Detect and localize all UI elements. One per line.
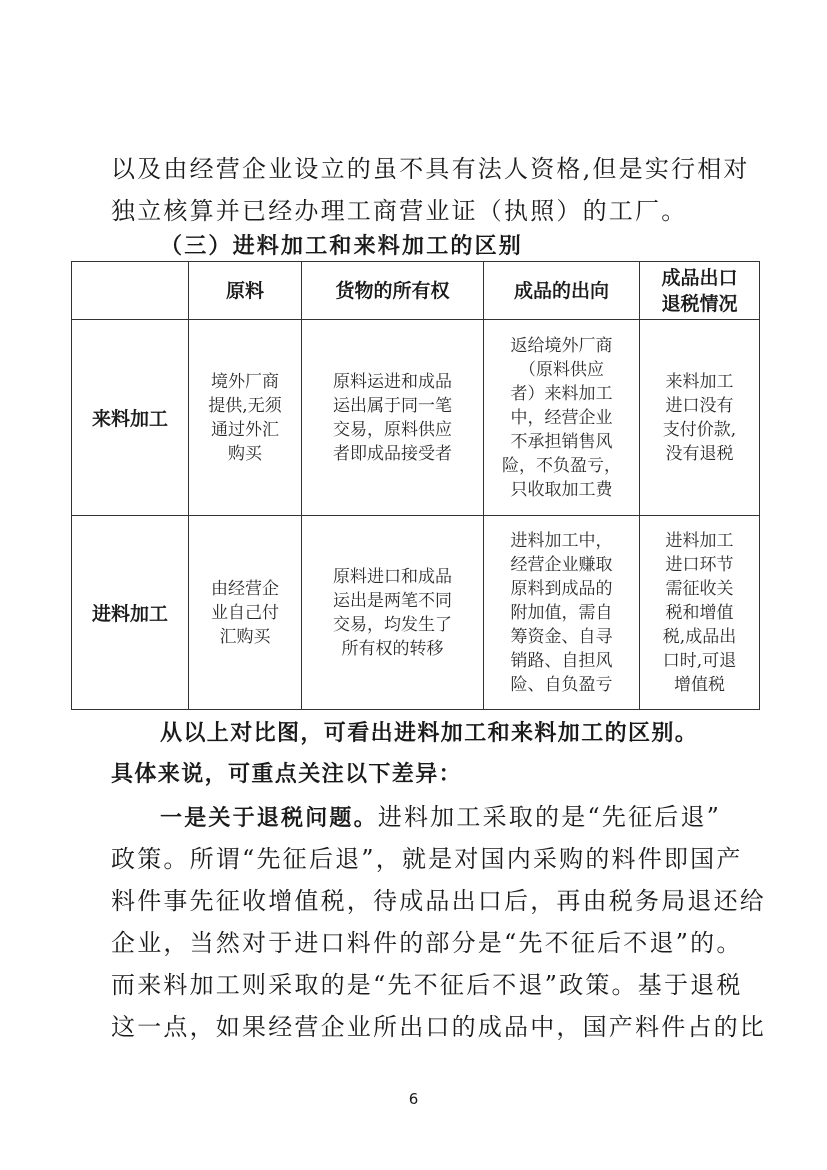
header-output: 成品的出向: [484, 262, 640, 320]
header-tax-refund: 成品出口 退税情况: [640, 262, 760, 320]
section-heading: （三）进料加工和来料加工的区别: [160, 234, 524, 259]
body-line: 料件事先征收增值税，待成品出口后，再由税务局退还给: [111, 887, 766, 915]
cell-tax-refund: 进料加工 进口环节 需征收关 税和增值 税,成品出 口时,可退 增值税: [640, 516, 760, 710]
row-label-processing-imported: 进料加工: [72, 516, 189, 710]
point1-lead: 一是关于退税问题。: [160, 806, 378, 831]
body-line: 企业，当然对于进口料件的部分是“先不征后不退”的。: [111, 929, 743, 957]
cell-tax-refund: 来料加工 进口没有 支付价款, 没有退税: [640, 320, 760, 516]
cell-raw-material: 境外厂商 提供,无须 通过外汇 购买: [189, 320, 302, 516]
body-line: 这一点，如果经营企业所出口的成品中，国产料件占的比: [111, 1013, 766, 1041]
intro-line-2: 独立核算并已经办理工商营业证（执照）的工厂。: [111, 197, 688, 225]
cell-raw-material: 由经营企 业自己付 汇购买: [189, 516, 302, 710]
intro-line-1: 以及由经营企业设立的虽不具有法人资格,但是实行相对: [111, 155, 750, 183]
table-row: [72, 320, 760, 516]
comparison-table: [71, 261, 760, 710]
body-line: 而来料加工则采取的是“先不征后不退”政策。基于退税: [111, 971, 743, 999]
header-ownership: 货物的所有权: [302, 262, 484, 320]
cell-output: 返给境外厂商 （原料供应 者）来料加工 中，经营企业 不承担销售风 险，不负盈亏， 只收取加工费: [484, 320, 640, 516]
page-number: 6: [408, 1090, 419, 1108]
summary-line-1: 从以上对比图，可看出进料加工和来料加工的区别。: [160, 721, 699, 746]
body-line: 政策。所谓“先征后退”，就是对国内采购的料件即国产: [111, 845, 743, 873]
cell-ownership: 原料进口和成品 运出是两笔不同 交易，均发生了 所有权的转移: [302, 516, 484, 710]
row-label-processing-supplied: 来料加工: [72, 320, 189, 516]
header-blank-cell: [72, 262, 189, 320]
header-raw-material: 原料: [189, 262, 302, 320]
table-row: [72, 516, 760, 710]
cell-ownership: 原料运进和成品 运出属于同一笔 交易，原料供应 者即成品接受者: [302, 320, 484, 516]
point1-first-rest: 进料加工采取的是“先征后退”: [377, 803, 722, 831]
summary-line-2: 具体来说，可重点关注以下差异：: [111, 762, 463, 787]
point1-first-line: [160, 802, 721, 834]
cell-output: 进料加工中， 经营企业赚取 原料到成品的 附加值，需自 筹资金、自寻 销路、自担风 险、自负盈亏: [484, 516, 640, 710]
table-header-row: [72, 262, 760, 320]
